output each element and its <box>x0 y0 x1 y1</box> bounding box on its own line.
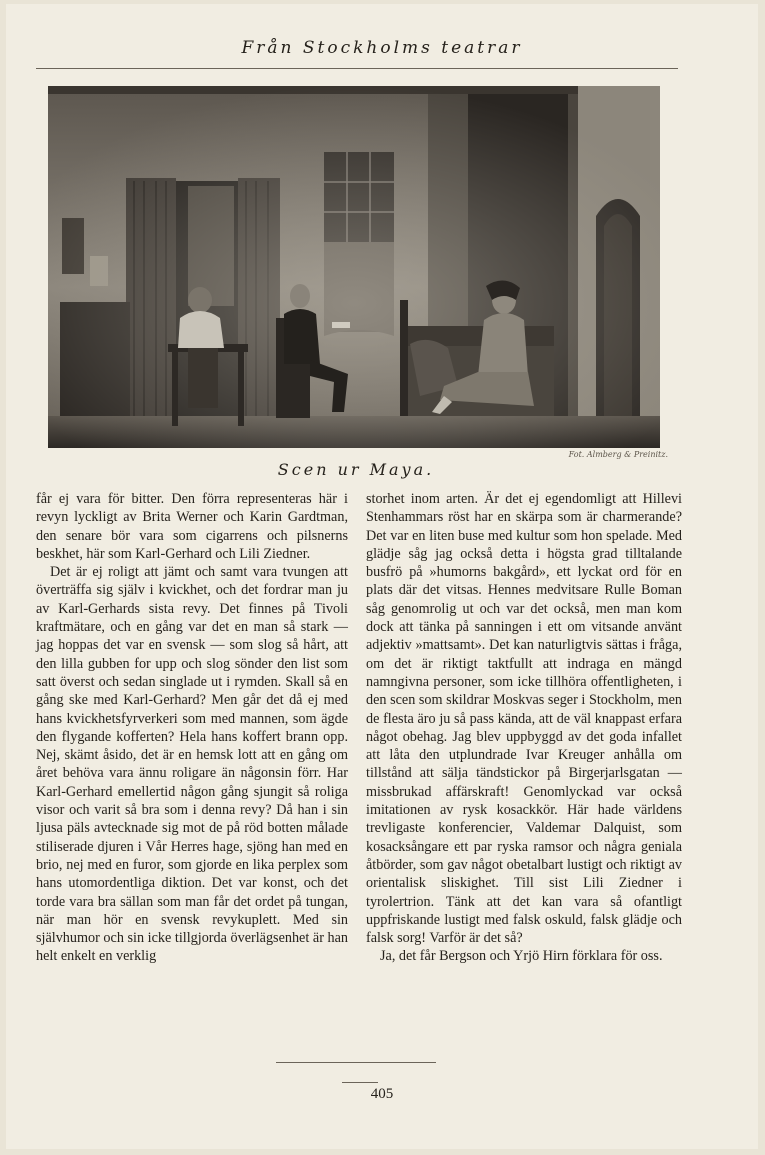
right-paragraph-2: Ja, det får Bergson och Yrjö Hirn förklara för oss. <box>380 948 663 965</box>
page-number-rule <box>342 1082 378 1083</box>
running-head: Från Stockholms teatrar <box>241 38 523 58</box>
footer-rule <box>276 1062 436 1063</box>
journal-page <box>6 4 758 1149</box>
page-number: 405 <box>370 1086 394 1102</box>
right-column <box>366 490 682 966</box>
photo-caption: Scen ur Maya. <box>277 460 435 479</box>
left-paragraph-1: får ej vara för bitter. Den förra representeras här i revyn lyckligt av Brita Werner och Karin Gardtman, den senare bör vara som cigarrens och pilsnerns beskhet, här som Karl-Gerhard och Lili Ziedner. <box>36 491 348 562</box>
stage-photograph <box>48 86 660 448</box>
header-rule <box>36 68 678 69</box>
left-paragraph-2: Det är ej roligt att jämt och samt vara tvungen att överträffa sig själv i kvickhet, och det fordrar man ju av Karl-Gerhards sista revy. Det finnes på Tivoli kraftmätare, och en gång var det en man så stark — jag hoppas det var en svensk — som slog så hårt, att den lilla gubben for upp och slog sönder den list som satt överst och sedan singlade ut i rymden. Skall så en gång ske med Karl-Gerhard? Men går det då ej med hans kvickhetsfyrverkeri som med mannen, som ägde den flygande kofferten? Hela hans koffert brann opp. Nej, skämt åsido, det är en hemsk lott att en gång om året behöva vara ännu roligare än någonsin förr. Har Karl-Gerhard emellertid någon gång sjungit så roliga visor och varit så bra som i denna revy? Då han i sin ljusa päls avtecknade sig mot de på röd botten målade stiliserade djuren i Vår Herres hage, sjöng han med en brio, nej med en furor, som gjorde en lika perplex som hans utomordentliga diktion. Det var konst, och det torde vara bra sällan som man får det ordet på tungan, när man hör en svensk revykuplett. Med sin självhumor och sin icke tillgjorda överlägsenhet är han helt enkelt en verklig <box>36 564 348 965</box>
photo-credit: Fot. Almberg & Preinitz. <box>568 450 668 459</box>
right-paragraph-1: storhet inom arten. Är det ej egendomligt att Hillevi Stenhammars röst har en skärpa som är charmerande? Det var en liten buse med kultur som hon spelade. Med glädje såg jag också detta i högsta grad tilltalande busfrö på »humorns bakgård», ett lyckat ord för en plats där det vitsas. Hennes medvitsare Rulle Boman såg genomrolig ut och var det också, men man kom dock att tänka på sanningen i ett om vitsande använt adjektiv »mattsamt». Det kan naturligtvis sättas i fråga, om det är riktigt taktfullt att indraga en mängd namngivna personer, som icke tillhöra offentligheten, i den scen som skildrar Moskvas seger i Stockholm, men de flesta äro ju så pass kända, att de väl knappast erfara något obehag. Jag blev uppbyggd av det goda infallet att låta den utplundrade Ivar Kreuger anhålla om tillstånd att sälja tändstickor på Birgerjarlsgatan — missbrukad affärskraft! Genomlyckad var också imitationen av rysk kosackkör. Här hade världens trevligaste konferencier, Valdemar Dalquist, som kosacksångare ett par ryska ramsor och några geniala åtbörder, som gav något obetalbart lustigt och riktigt av orientalisk sliskighet. Till sist Lili Ziedner i tyrolertrion. Tänk att det kan vara så ofantligt uppfriskande lustigt med falsk oskuld, falsk glädje och falsk sorg! Varför är det så? <box>366 491 682 947</box>
left-column <box>36 490 348 966</box>
